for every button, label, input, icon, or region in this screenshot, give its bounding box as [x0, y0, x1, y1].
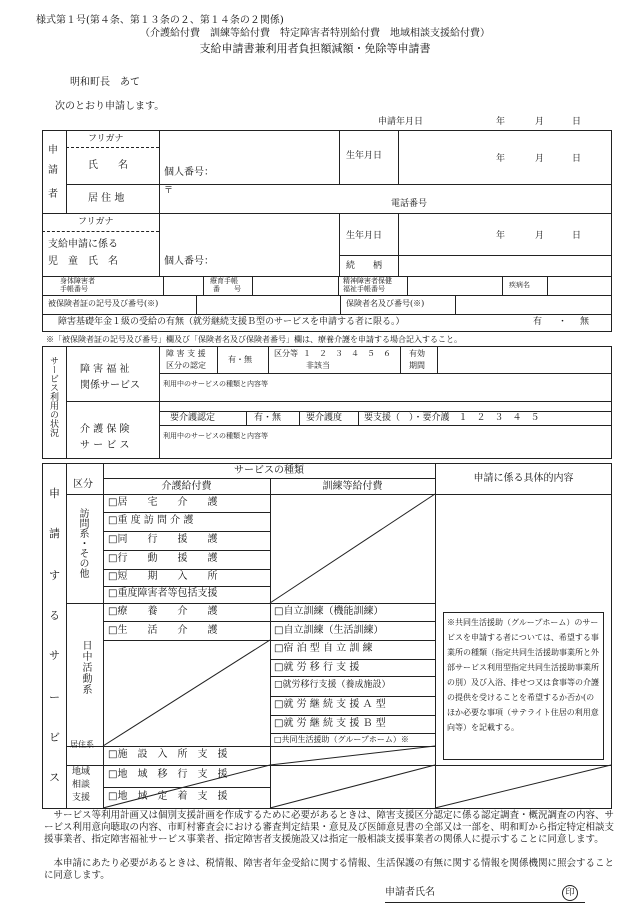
day-kunren-item-1[interactable]: □自立訓練（機能訓練）	[274, 606, 384, 617]
benefit-types: （介護給付費 訓練等給付費 特定障害者特別給付費 地域相談支援給付費）	[140, 28, 490, 39]
welfare-service-label-1: 障 害 福 祉	[80, 364, 130, 375]
day-kunren-item-5[interactable]: □就労移行支援（養成施設）	[274, 680, 391, 690]
support-category-label-2: 区分の認定	[166, 361, 206, 370]
care-cert-yes-no[interactable]: 有・無	[254, 413, 282, 423]
request-side-char-8: ス	[49, 771, 60, 784]
child-label-2: 児 童 氏 名	[48, 256, 118, 267]
valid-period-label-1: 有効	[409, 349, 425, 358]
group-home-note: ※共同生活援助（グループホーム）のサービスを申請する者については、希望する事業所の種類（指定共同生活援助事業所と外部サービス利用型指定共同生活援助事業所の別）及び入浴、排せつ又は食事等の介護の提供を受けることを希望するか否か(のほか必要な事項（サテライト住居の利用意向等）を記載する。	[447, 618, 599, 732]
category-header: 区分	[73, 479, 93, 490]
community-item-2[interactable]: □地 域 定 着 支 援	[108, 791, 228, 802]
kunren-header: 訓練等給付費	[322, 481, 383, 492]
community-group-label-3: 支援	[72, 793, 91, 803]
care-insurance-label-2: サ ー ビ ス	[80, 440, 130, 451]
day-kunren-item-3[interactable]: □宿 泊 型 自 立 訓 練	[274, 643, 373, 654]
pension-no[interactable]: 無	[580, 317, 590, 327]
child-birth-year[interactable]: 年	[496, 231, 506, 241]
child-label-1: 支給申請に係る	[48, 239, 118, 250]
day-kunren-item-6[interactable]: □就 労 継 続 支 援 Ａ 型	[274, 699, 386, 710]
care-insurance-label-1: 介 護 保 険	[80, 424, 130, 435]
pension-yes[interactable]: 有	[533, 317, 543, 327]
residence-item[interactable]: □施 設 入 所 支 援	[108, 749, 228, 760]
care-cert-label: 要介護認定	[170, 413, 216, 423]
visit-group-label: 訪問系・その他	[77, 508, 88, 578]
request-side-char-1: 申	[49, 487, 60, 500]
disease-label: 疾病名	[509, 281, 530, 289]
child-birth-month[interactable]: 月	[535, 231, 545, 241]
care-level-label: 要介護度	[306, 413, 343, 423]
request-side-char-7: ビ	[49, 731, 60, 744]
applicant-birth-year[interactable]: 年	[496, 154, 506, 164]
day-kunren-item-7[interactable]: □就 労 継 続 支 援 Ｂ 型	[274, 718, 386, 729]
seal-mark: 印	[562, 885, 578, 901]
class-etc-label: 区分等	[274, 349, 298, 358]
child-furigana-label: フリガナ	[78, 217, 114, 227]
service-status-side-label: サービス利用の状況	[48, 356, 58, 437]
form-number: 様式第１号(第４条、第１３条の２、第１４条の２関係)	[36, 15, 284, 26]
kaigo-header: 介護給付費	[161, 481, 212, 492]
visit-item-5[interactable]: □短 期 入 所	[108, 571, 218, 582]
care-in-use-label: 利用中のサービスの種類と内容等	[163, 432, 268, 440]
residence-group-label: 居住系	[70, 740, 94, 749]
child-birth-label: 生年月日	[346, 231, 383, 241]
welfare-service-label-2: 関係サービス	[80, 380, 140, 391]
consent-paragraph-1: サービス等利用計画又は個別支援計画を作成するために必要があるときは、障害支援区分認定に係る認定調査・概況調査の内容、サービス利用意向聴取の内容、市町村審査会における審査判定結果・意見及び医師意見書の全部又は一部を、明和町から指定特定相談支援事業者、指定障害福祉サービス事業者、指定障害者支援施設又は指定一般相談支援事業者の関係人に提示することに同意します。	[44, 810, 615, 845]
request-side-char-5: サ	[49, 649, 60, 662]
not-applicable[interactable]: 非該当	[306, 361, 330, 370]
request-side-char-4: る	[49, 609, 60, 622]
rehab-handbook-label-2: 番 号	[213, 285, 241, 293]
visit-item-3[interactable]: □同 行 援 護	[108, 534, 218, 545]
visit-item-2[interactable]: □重 度 訪 問 介 護	[108, 515, 194, 526]
child-mynumber-label: 個人番号：	[164, 256, 214, 267]
day-group-label: 日中活動系	[80, 640, 91, 695]
page-title: 支給申請書兼利用者負担額減額・免除等申請書	[199, 42, 431, 55]
mental-handbook-label-1: 精神障害者保健	[343, 277, 392, 285]
pension-question: 障害基礎年金１級の受給の有無（就労継続支援Ｂ型のサービスを申請する者に限る。）	[58, 317, 405, 327]
applicant-phone-label: 電話番号	[391, 199, 428, 209]
signature-line[interactable]	[385, 902, 585, 903]
applicant-address-label: 居 住 地	[88, 193, 125, 204]
details-header: 申請に係る具体的内容	[473, 473, 574, 484]
welfare-in-use-label: 利用中のサービスの種類と内容等	[163, 380, 268, 388]
physical-handbook-label-2: 手帳番号	[60, 285, 88, 293]
child-birth-day[interactable]: 日	[572, 231, 582, 241]
application-date-label: 申請年月日	[378, 117, 424, 127]
day-kaigo-item-1[interactable]: □療 養 介 護	[108, 606, 218, 617]
day-kunren-item-2[interactable]: □自立訓練（生活訓練）	[274, 625, 384, 636]
support-category-label-1: 障 害 支 援	[166, 349, 206, 358]
community-group-label-1: 地域	[72, 767, 91, 777]
applicant-furigana-label: フリガナ	[88, 134, 124, 144]
child-relation-label: 続 柄	[346, 261, 383, 271]
consent-paragraph-2: 本申請にあたり必要があるときは、税情報、障害者年金受給に関する情報、生活保護の有無に関する情報を関係機関に照会することに同意します。	[44, 858, 615, 881]
application-day[interactable]: 日	[572, 117, 582, 127]
community-item-1[interactable]: □地 域 移 行 支 援	[108, 769, 228, 780]
postal-mark: 〒	[164, 186, 174, 196]
request-side-char-2: 請	[49, 527, 60, 540]
visit-item-4[interactable]: □行 動 援 護	[108, 553, 218, 564]
care-support-levels[interactable]: 要支援（ ）・要介護 １ ２ ３ ４ ５	[364, 413, 540, 423]
physical-handbook-label-1: 身体障害者	[60, 277, 95, 285]
mental-handbook-label-2: 福祉手帳番号	[343, 285, 385, 293]
valid-period-label-2: 期間	[409, 361, 425, 370]
request-side-char-3: す	[49, 569, 60, 582]
insured-number-label: 被保険者証の記号及び番号(※)	[48, 299, 159, 308]
rehab-handbook-label-1: 療育手帳	[210, 277, 238, 285]
pension-dot: ・	[558, 317, 568, 327]
applicant-birth-label: 生年月日	[346, 151, 383, 161]
applicant-label-3: 者	[48, 189, 58, 200]
intro-text: 次のとおり申請します。	[55, 101, 165, 112]
visit-item-1[interactable]: □居 宅 介 護	[108, 497, 218, 508]
applicant-name-label: 氏 名	[88, 160, 128, 171]
day-kaigo-item-2[interactable]: □生 活 介 護	[108, 625, 218, 636]
visit-item-6[interactable]: □重度障害者等包括支援	[108, 588, 218, 599]
applicant-birth-day[interactable]: 日	[572, 154, 582, 164]
day-kunren-item-8[interactable]: □共同生活援助（グループホーム）※	[274, 735, 409, 744]
insurance-footnote: ※「被保険者証の記号及び番号」欄及び「保険者名及び保険者番号」欄は、療養介護を申請する場合記入すること。	[46, 335, 462, 344]
signer-label: 申請者氏名	[385, 887, 435, 898]
request-side-char-6: ー	[49, 691, 60, 704]
support-category-yes-no[interactable]: 有・無	[228, 355, 252, 364]
insurer-number-label: 保険者名及び番号(※)	[346, 299, 425, 308]
service-types-header: サービスの種類	[234, 465, 304, 476]
community-group-label-2: 相談	[72, 780, 91, 790]
applicant-mynumber-label: 個人番号：	[164, 167, 214, 178]
day-kunren-item-4[interactable]: □就 労 移 行 支 援	[274, 662, 360, 673]
application-year[interactable]: 年	[496, 117, 506, 127]
applicant-birth-month[interactable]: 月	[535, 154, 545, 164]
class-numbers[interactable]: １ ２ ３ ４ ５ ６	[303, 349, 391, 358]
applicant-label-2: 請	[48, 165, 58, 176]
applicant-label-1: 申	[48, 145, 58, 156]
application-month[interactable]: 月	[535, 117, 545, 127]
addressee: 明和町長 あて	[70, 77, 140, 88]
